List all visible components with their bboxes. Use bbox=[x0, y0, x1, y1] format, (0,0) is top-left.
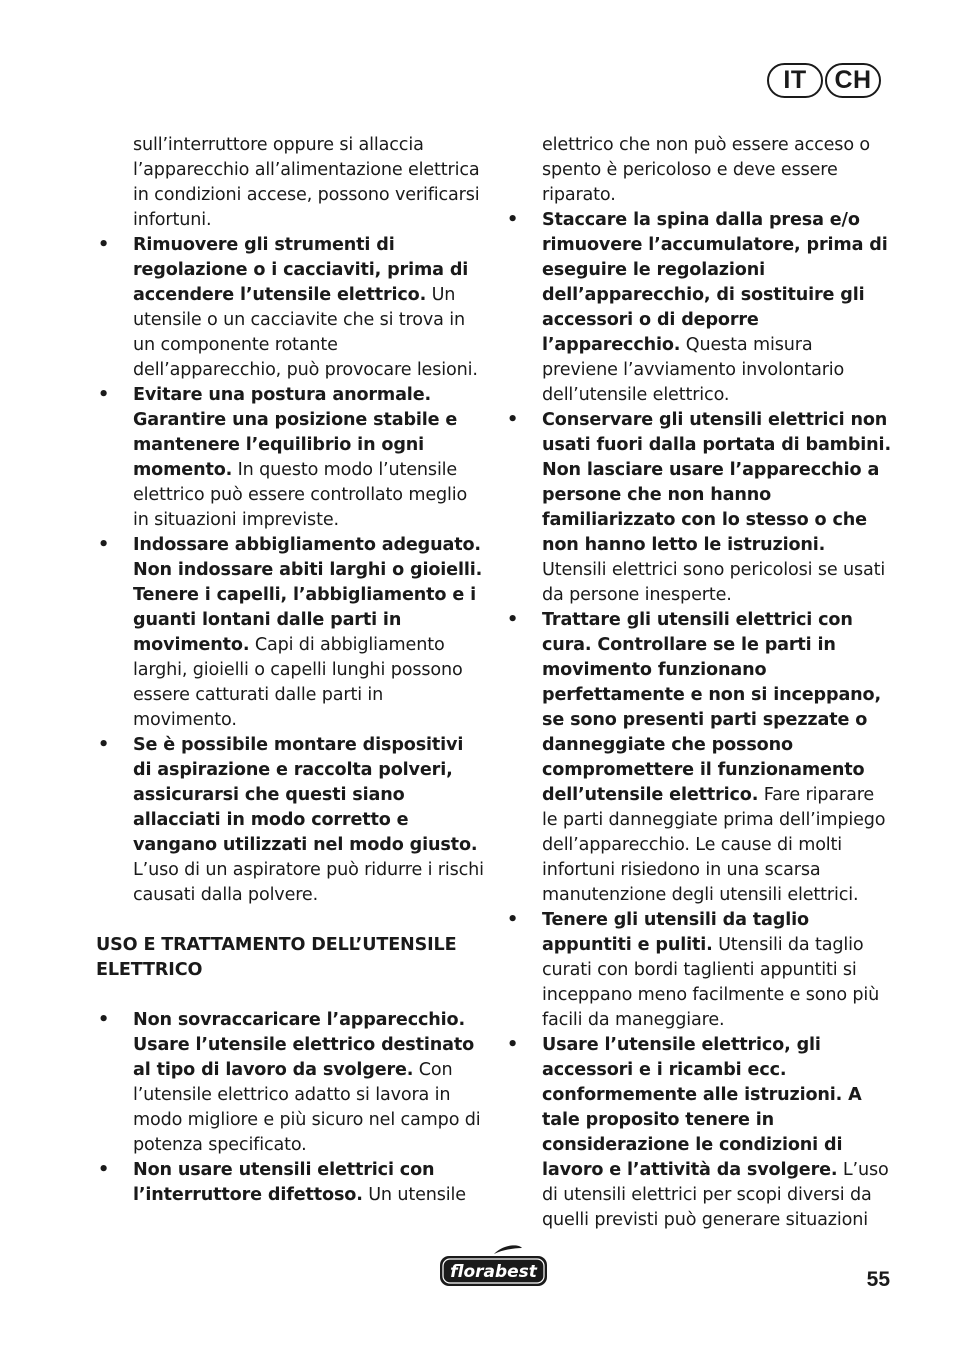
list-item bbox=[96, 533, 484, 733]
bullet: • bbox=[507, 1035, 519, 1055]
list-item-bold: Staccare la spina dalla presa e/o rimuovere l’accumulatore, prima di eseguire le regolazioni dell’apparecchio, di sostituire gli accessori o di deporre l’apparecchio. bbox=[542, 210, 888, 355]
continued-paragraph: sull’interruttore oppure si allaccia l’apparecchio all’alimentazione elettrica in condizioni accese, possono verificarsi infortuni. bbox=[133, 135, 480, 230]
bullet: • bbox=[98, 1010, 110, 1030]
language-badge-ch: CH bbox=[825, 63, 881, 98]
list-item-bold: Se è possibile montare dispositivi di aspirazione e raccolta polveri, assicurarsi che questi siano allacciati in modo corretto e vangano utilizzati nel modo giusto. bbox=[133, 735, 478, 855]
list-item bbox=[96, 1008, 484, 1158]
list-item-text: Utensili da taglio curati con bordi taglienti appuntiti si inceppano meno facilmente e sono più facili da maneggiare. bbox=[542, 935, 880, 1030]
list-item-bold: Conservare gli utensili elettrici non usati fuori dalla portata di bambini. Non lasciare usare l’apparecchio a persone che non hanno familiarizzato con lo stesso o che non hanno letto le istruzioni. bbox=[542, 410, 891, 555]
list-item-bold: Usare l’utensile elettrico, gli accessori e i ricambi ecc. conformemente alle istruzioni. A tale proposito tenere in considerazione le condizioni di lavoro e l’attività da svolgere. bbox=[542, 1035, 862, 1180]
list-item bbox=[505, 408, 891, 608]
bullet: • bbox=[98, 385, 110, 405]
list-item-text: Un utensile o un cacciavite che si trova in un componente rotante dell’apparecchio, può provocare lesioni. bbox=[133, 285, 478, 380]
bullet: • bbox=[507, 910, 519, 930]
list-item bbox=[505, 608, 891, 908]
right-column bbox=[505, 133, 891, 1233]
list-item bbox=[96, 383, 484, 533]
bullet: • bbox=[98, 1160, 110, 1180]
bullet: • bbox=[507, 610, 519, 630]
bullet: • bbox=[507, 410, 519, 430]
list-item bbox=[505, 908, 891, 1033]
list-item bbox=[96, 733, 484, 908]
list-item-text: L’uso di un aspiratore può ridurre i rischi causati dalla polvere. bbox=[133, 860, 484, 905]
list-item bbox=[505, 208, 891, 408]
bullet: • bbox=[507, 210, 519, 230]
list-item-text: L’uso di utensili elettrici per scopi diversi da quelli previsti può generare situazioni bbox=[542, 1160, 889, 1230]
list-item-bold: Evitare una postura anormale. Garantire una posizione stabile e mantenere l’equilibrio in ogni momento. bbox=[133, 385, 458, 480]
list-item-bold: Rimuovere gli strumenti di regolazione o i cacciaviti, prima di accendere l’utensile elettrico. bbox=[133, 235, 469, 305]
list-item-text: Utensili elettrici sono pericolosi se usati da persone inesperte. bbox=[542, 560, 886, 605]
page-number: 55 bbox=[866, 1268, 890, 1291]
florabest-logo bbox=[436, 1244, 551, 1290]
bullet: • bbox=[98, 235, 110, 255]
list-item-text: Capi di abbigliamento larghi, gioielli o capelli lunghi possono essere catturati dalle parti in movimento. bbox=[133, 635, 463, 730]
list-item-bold: Non sovraccaricare l’apparecchio. Usare l’utensile elettrico destinato al tipo di lavoro da svolgere. bbox=[133, 1010, 475, 1080]
list-item-text: Un utensile bbox=[362, 1185, 466, 1205]
list-item-bold: Tenere gli utensili da taglio appuntiti e puliti. bbox=[542, 910, 809, 955]
language-badge-it: IT bbox=[767, 63, 823, 98]
spacer bbox=[96, 908, 484, 933]
logo-text: florabest bbox=[450, 1262, 537, 1282]
list-item-text: Con l’utensile elettrico adatto si lavora in modo migliore e più sicuro nel campo di potenza specificato. bbox=[133, 1060, 481, 1155]
spacer bbox=[96, 983, 484, 1008]
section-heading: USO E TRATTAMENTO DELL’UTENSILE ELETTRICO bbox=[96, 935, 457, 980]
list-item-text: In questo modo l’utensile elettrico può essere controllato meglio in situazioni impreviste. bbox=[133, 460, 468, 530]
list-item-bold: Indossare abbigliamento adeguato. Non indossare abiti larghi o gioielli. Tenere i capelli, l’abbigliamento e i guanti lontani dalle parti in movimento. bbox=[133, 535, 483, 655]
list-item bbox=[96, 233, 484, 383]
list-item bbox=[96, 1158, 484, 1208]
bullet: • bbox=[98, 535, 110, 555]
list-item-text: Questa misura previene l’avviamento involontario dell’utensile elettrico. bbox=[542, 335, 845, 405]
list-item-bold: Trattare gli utensili elettrici con cura. Controllare se le parti in movimento funzionano perfettamente e non si inceppano, se sono presenti parti spezzate o danneggiate che possono compromettere il funzionamento dell’utensile elettrico. bbox=[542, 610, 882, 805]
list-item bbox=[505, 1033, 891, 1233]
continued-paragraph: elettrico che non può essere acceso o spento è pericoloso e deve essere riparato. bbox=[542, 135, 870, 205]
left-column bbox=[96, 133, 484, 1208]
bullet: • bbox=[98, 735, 110, 755]
list-item-bold: Non usare utensili elettrici con l’interruttore difettoso. bbox=[133, 1160, 435, 1205]
list-item-text: Fare riparare le parti danneggiate prima dell’impiego dell’apparecchio. Le cause di molti infortuni risiedono in una scarsa manutenzione degli utensili elettrici. bbox=[542, 785, 886, 905]
language-badges bbox=[767, 63, 881, 98]
